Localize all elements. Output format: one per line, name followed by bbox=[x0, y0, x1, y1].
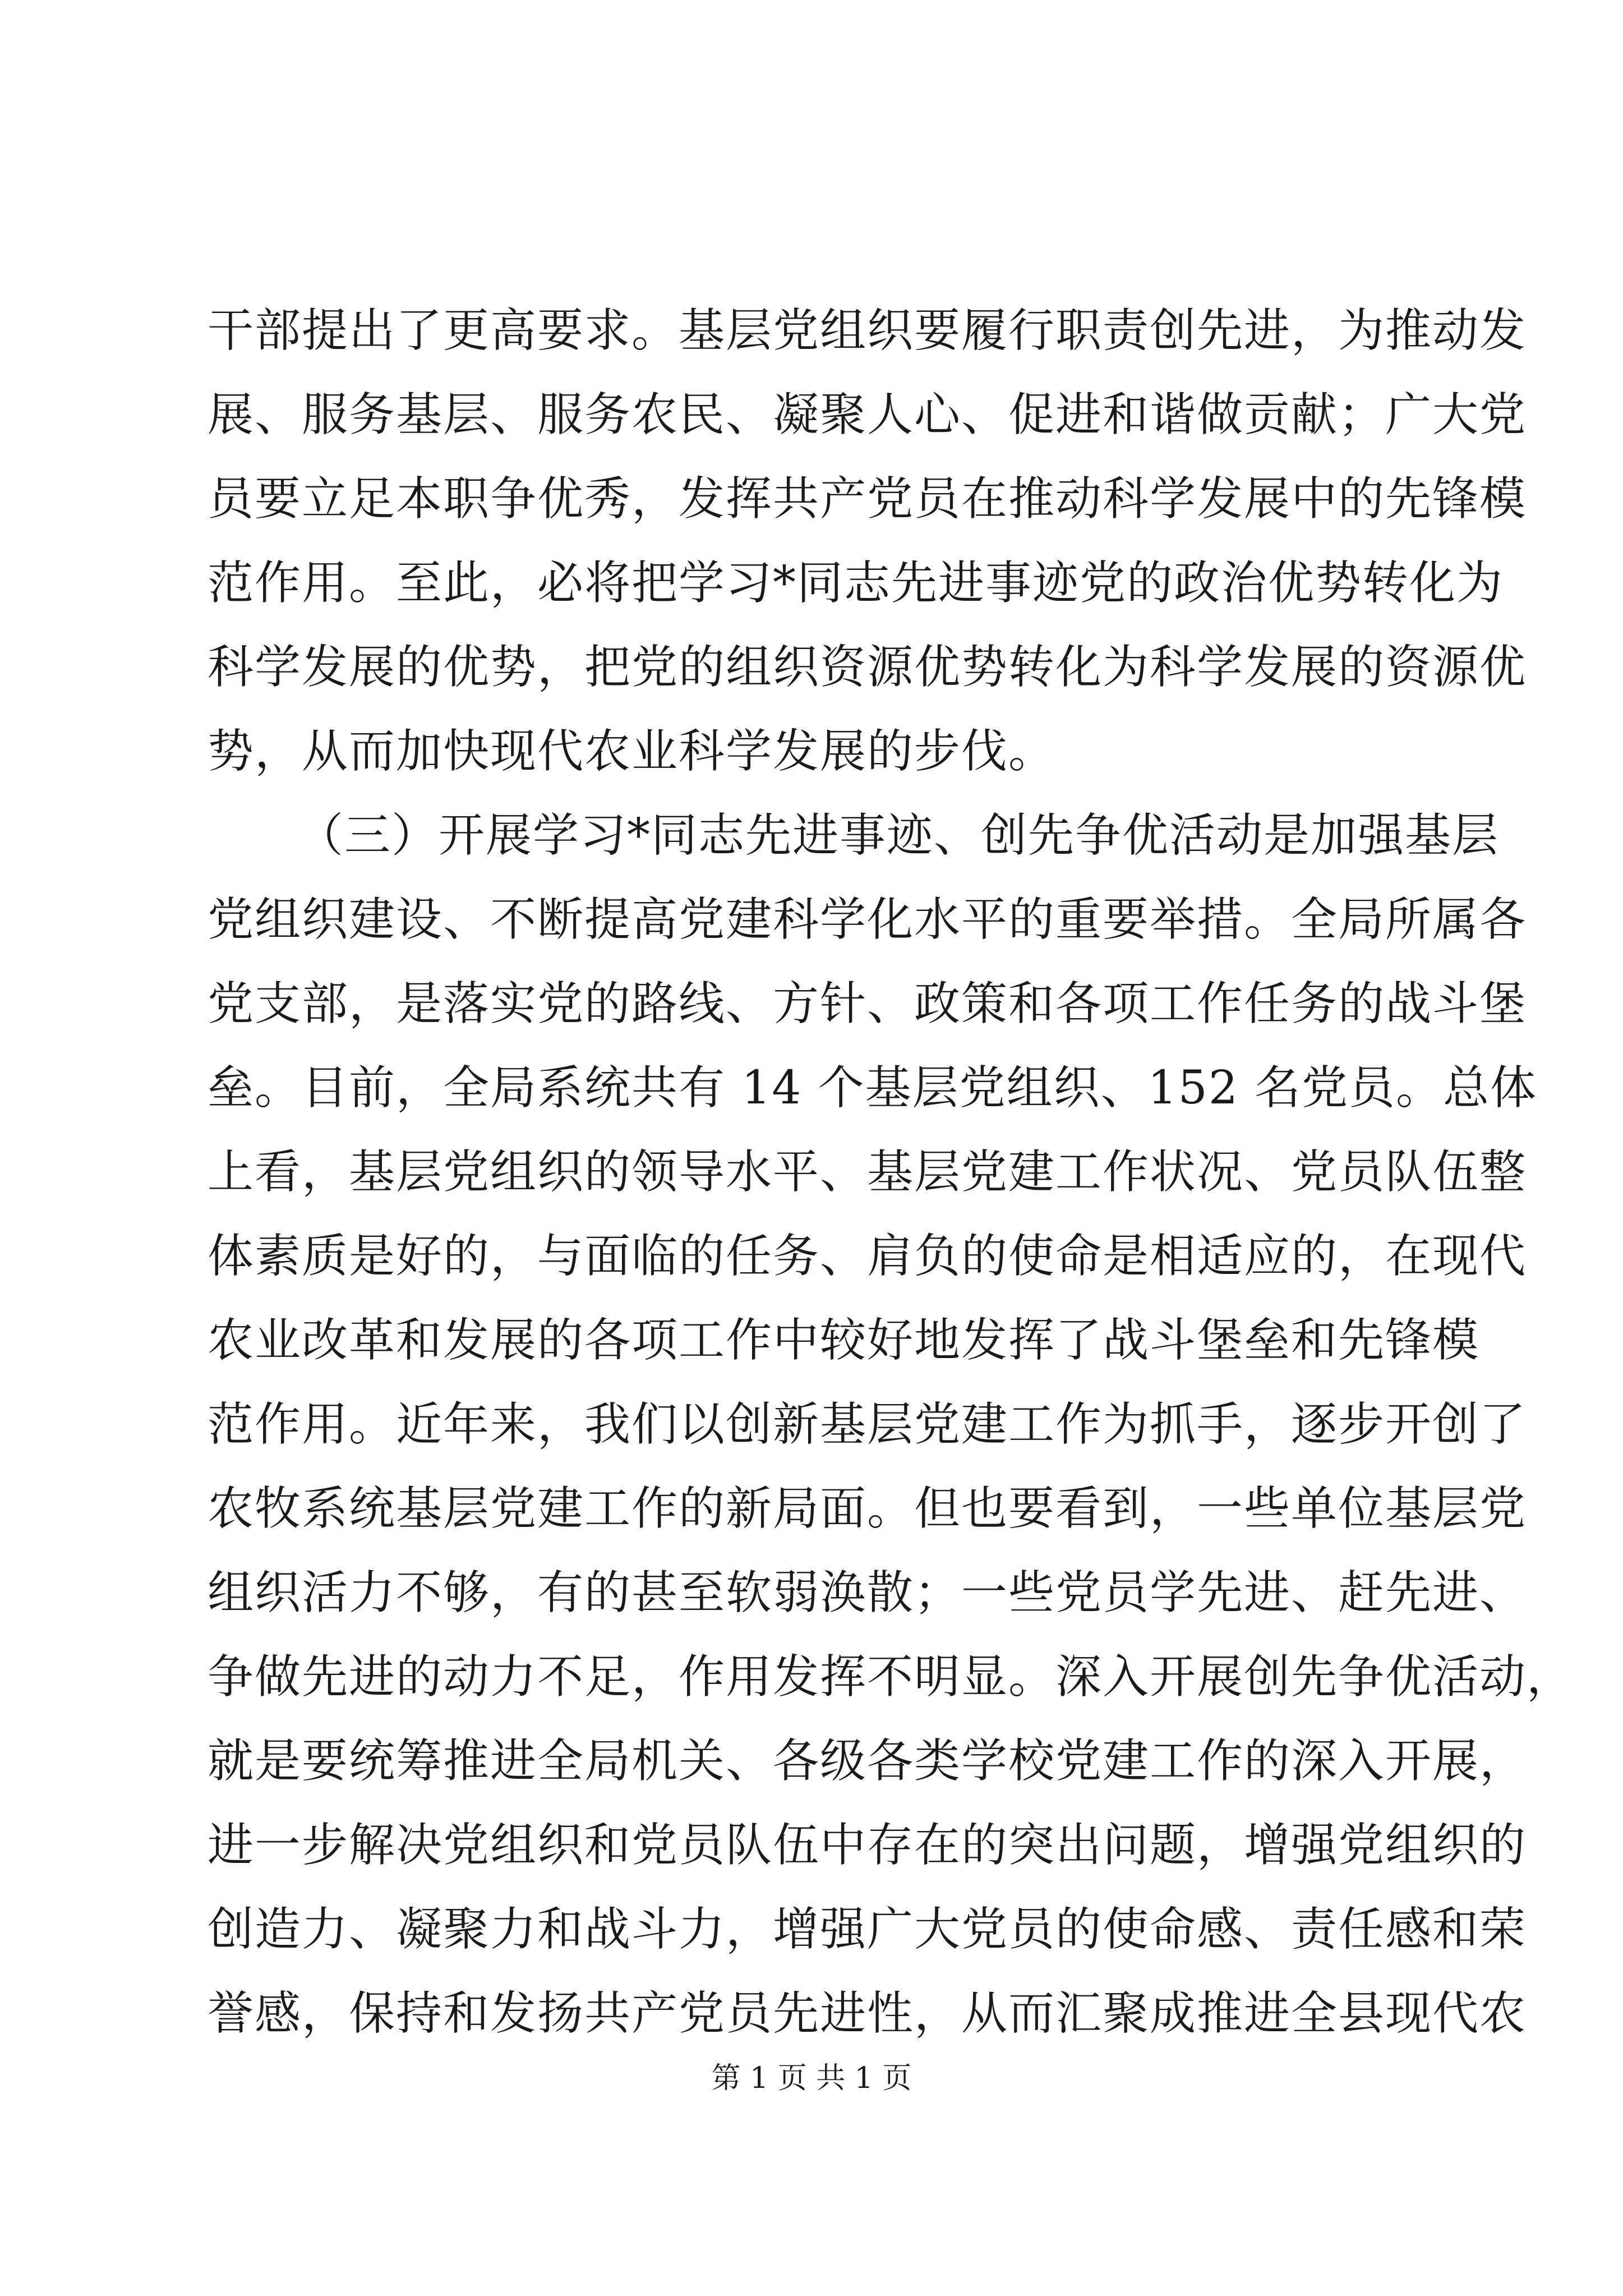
text-line: 创造力、凝聚力和战斗力，增强广大党员的使命感、责任感和荣 bbox=[208, 1903, 1527, 1956]
text-line: 展、服务基层、服务农民、凝聚人心、促进和谐做贡献；广大党 bbox=[208, 388, 1527, 441]
text-line: 干部提出了更高要求。基层党组织要履行职责创先进，为推动发 bbox=[208, 304, 1527, 357]
text-line: 进一步解决党组织和党员队伍中存在的突出问题，增强党组织的 bbox=[208, 1819, 1527, 1872]
text-line: 体素质是好的，与面临的任务、肩负的使命是相适应的，在现代 bbox=[208, 1230, 1527, 1283]
text-line: 科学发展的优势，把党的组织资源优势转化为科学发展的资源优 bbox=[208, 641, 1527, 694]
text-line: 党支部，是落实党的路线、方针、政策和各项工作任务的战斗堡 bbox=[208, 977, 1527, 1030]
text-line: 垒。目前，全局系统共有 14 个基层党组织、152 名党员。总体 bbox=[208, 1061, 1538, 1115]
text-line: 范作用。至此，必将把学习*同志先进事迹党的政治优势转化为 bbox=[208, 556, 1504, 610]
text-line: 势，从而加快现代农业科学发展的步伐。 bbox=[208, 725, 1056, 778]
text-line: 党组织建设、不断提高党建科学化水平的重要举措。全局所属各 bbox=[208, 893, 1527, 946]
text-line: 农牧系统基层党建工作的新局面。但也要看到，一些单位基层党 bbox=[208, 1482, 1527, 1535]
text-line: 上看，基层党组织的领导水平、基层党建工作状况、党员队伍整 bbox=[208, 1145, 1527, 1199]
paragraph-first-line: （三）开展学习*同志先进事迹、创先争优活动是加强基层 bbox=[297, 809, 1500, 862]
text-line: 范作用。近年来，我们以创新基层党建工作为抓手，逐步开创了 bbox=[208, 1398, 1527, 1451]
text-line: 组织活力不够，有的甚至软弱涣散；一些党员学先进、赶先进、 bbox=[208, 1566, 1527, 1619]
page-number-footer: 第 1 页 共 1 页 bbox=[711, 2062, 912, 2095]
text-line: 农业改革和发展的各项工作中较好地发挥了战斗堡垒和先锋模 bbox=[208, 1314, 1480, 1367]
text-line: 就是要统筹推进全局机关、各级各类学校党建工作的深入开展， bbox=[208, 1734, 1527, 1788]
text-line: 争做先进的动力不足，作用发挥不明显。深入开展创先争优活动， bbox=[208, 1650, 1574, 1704]
text-line: 誉感，保持和发扬共产党员先进性，从而汇聚成推进全县现代农 bbox=[208, 1987, 1527, 2040]
text-line: 员要立足本职争优秀，发挥共产党员在推动科学发展中的先锋模 bbox=[208, 472, 1527, 526]
